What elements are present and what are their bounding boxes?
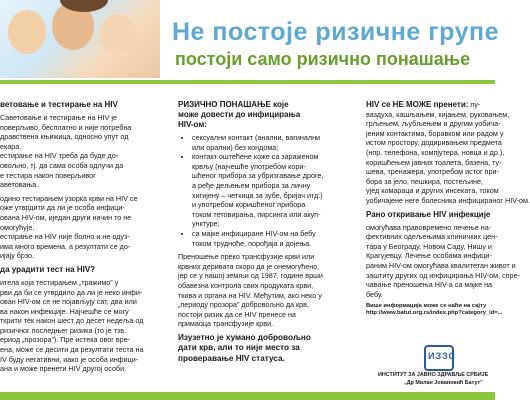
paragraph-early-detection: омогућава правовремено лечење на- фективних одељењима клиничких цен- тара у Београду, Новом Саду, Нишу и Крагујевцу. Лечење особама инфици- раним HIV-ом омогућава квалитетан живот и заштиту других од инфицирања HIV-ом, спре- чавање преношења HIV-а са мајке на бебу. — [366, 222, 520, 299]
institute-subname: „Др Милан Јовановић Батут” — [404, 380, 483, 386]
risk-list — [178, 133, 328, 248]
paragraph-not-transmitted: HIV се НЕ МОЖЕ пренети: пу- ваздуха, кашљањем, кијањем, руковањем, грљењем, љубљењем и другим уобича- јеним контактима, боравком или радом у истом простору, додиривањем предмета (нпр. телефона, компјутера, новца и др.), коришћењем јавних тоалета, базена, ту- шева, тренажера, употребом истог при- бора за јело, пешкира, постељине, ујед комараца и других инсеката, током уобичајене неге болесника инфицираног HIV-ом. — [366, 100, 530, 205]
paragraph-transfusion: Преношење преко трансфузије крви или крвних деривата скоро да је онемогућено, јер се у нашој земљи од 1987. године врши обавезна контрола свих продуката крви, ткива и органа на HIV. Међутим, ако неко у „периоду прозора” добровољно да крв, постоји ризик да се HIV пренесе на примаоца трансфузије крви. — [178, 252, 323, 329]
heading-counseling: ветовање и тестирање на HIV — [0, 100, 118, 109]
heading-when-test: да урадити тест на HIV? — [0, 264, 96, 274]
emphasis-blood-donation: Изузетно је хумано добровољно дати крв, али то није место за проверавање HIV статуса. — [178, 332, 311, 363]
paragraph-counseling: Саветовање и тестирање на HIV је поверљиво, бесплатно и није потребна дравствена књижица, односно упут од екара. естирање на HIV треба да буде до- овољно, тј. да сама особа одлучи да е тестира након поверљивог аветовања. — [0, 113, 132, 190]
headline: Не постоје ризичне групе — [172, 18, 499, 46]
header-photo — [0, 0, 160, 78]
column-counseling — [0, 100, 160, 378]
child-face-3 — [100, 14, 136, 54]
accent-bar — [0, 80, 495, 84]
list-item: • са мајке инфициране HIV-ом на бебу током трудноће, порођаја и дојења. — [192, 229, 328, 248]
list-item: • контакт оштећене коже са зараженом крвљу (најчешће употребом кори- шћеног прибора за убризгавање дроге, а ређе дељењем прибора за личну хигијену – четкица за зубе, бријач итд.) и употребом коришћеног прибора током тетовирања, пирсинга или акуп- унктуре; — [192, 152, 328, 229]
heading-early-detection: Рано откривање HIV инфекције — [366, 209, 491, 219]
child-face-1 — [8, 10, 46, 54]
subline: постоји само ризично понашање — [175, 49, 471, 69]
website-link[interactable]: http://www.batut.org.rs/index.php?category_id=... — [366, 310, 503, 317]
more-info: Више информација може се наћи на сајту http://www.batut.org.rs/index.php?category_id=... — [366, 303, 503, 317]
institute-name: ИНСТИТУТ ЗА ЈАВНО ЗДРАВЉЕ СРБИЈЕ — [378, 372, 489, 378]
paragraph-window-period: итела која тестирањем „тражимо” у рви да би се утврдило да ли је неко инфи- ован HIV-ом се не појављују сат, два или ва након инфекције. Најчешће се могу ткрити тек након шест до десет недеља од ризичног последњег ризика (то је тзв. ериод „прозора”). Пре истека овог вре- ена, може се десити да резултати теста на IV буду негативни, иако је особа инфици- ана и може пренети HIV другој особи. — [0, 277, 144, 374]
institute-logo: ИЗЗС — [424, 345, 454, 371]
column-not-transmitted — [366, 100, 530, 321]
paragraph-testing: одино тестирањем узорка крви на HIV се оже утврдити да ли је особа инфици- ована HIV-ом, иједан други начин то не омогућује. естирање на HIV није болно и не одуз- има много времена, а резултати се до- ијају брзо. — [0, 193, 138, 261]
list-item: • сексуални контакт (анални, вагинални или орални) без кондома; — [192, 133, 328, 152]
bottom-bar — [0, 392, 495, 400]
column-risky-behavior — [178, 100, 328, 367]
heading-not-transmitted: HIV се НЕ МОЖЕ пренети: — [366, 100, 469, 109]
heading-risky-behavior: РИЗИЧНО ПОНАШАЊЕ које може довести до инфицирања HIV-ом: — [178, 100, 301, 129]
